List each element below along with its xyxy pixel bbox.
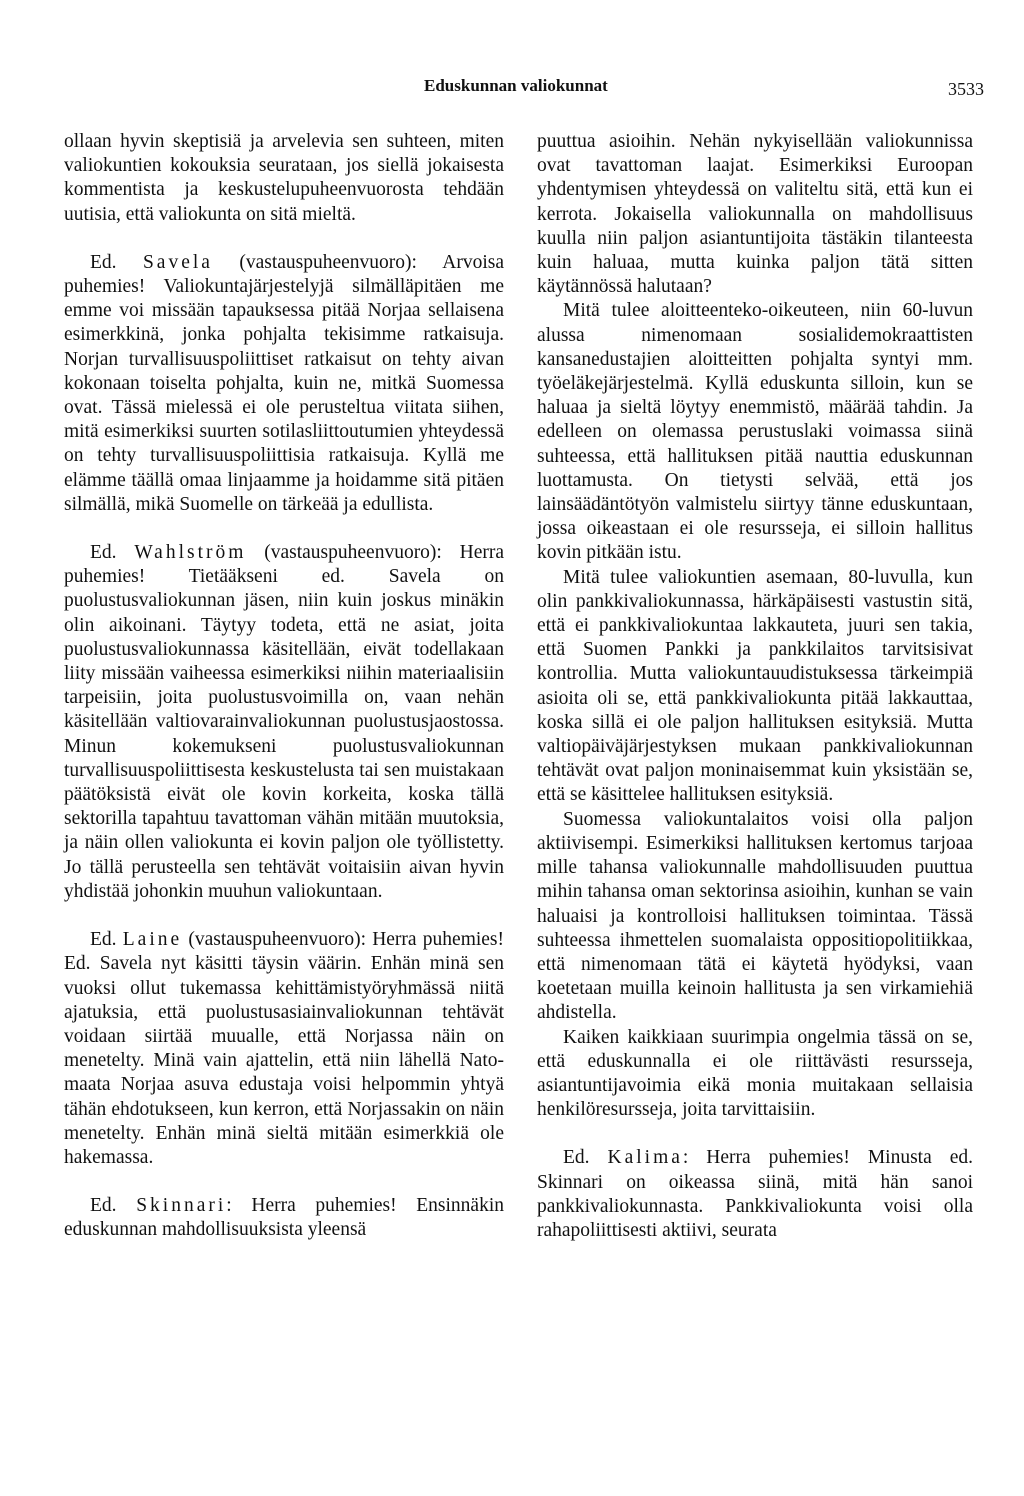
paragraph: Mitä tulee valiokuntien asemaan, 80-luvulla, kun olin pankkivaliokunnassa, härkäpäisesti vastustin sitä, että ei pankkivaliokuntaa lakkauteta, juuri sen takia, että Suomen Pankki ja pankkilaitos tarvitsisivat kontrollia. Mutta valiokuntauudistuksessa tärkeimpiä asioita oli se, että pankkivaliokunta pitää lakkauttaa, koska sillä ei ole paljon hallituksen esityksiä. Mutta valtiopäiväjärjestyksen mukaan pankkivaliokunnan tehtävät ovat paljon moninaisemmat kuin yksistään se, että se käsittelee hallituksen esityksiä. — [537, 566, 973, 806]
header-title: Eduskunnan valiokunnat — [424, 76, 608, 95]
speaker-prefix: Ed. — [90, 542, 117, 564]
paragraph: puuttua asioihin. Nehän nykyisellään valiokunnissa ovat tavattoman laajat. Esimerkiksi Euroopan yhdentymisen yhteydessä on valiteltu sitä, että kun ei kerrota. Jokaisella valiokunnalla on mahdollisuus kuulla niin paljon asiantuntijoita tästäkin tilanteesta kuin haluaa, mutta kuinka paljon tätä sitten käytännössä halutaan? — [537, 131, 973, 298]
speaker-name: Kalima — [607, 1147, 683, 1169]
paragraph: Mitä tulee aloitteenteko-oikeuteen, niin 60-luvun alussa nimenomaan sosialidemokraattisten kansanedustajien aloitteitten pohjalta syntyi mm. työeläkejärjestelmä. Kyllä eduskunta silloin, kun se haluaa ja sieltä löytyy enemmistö, määrää tahdin. Ja edelleen on olemassa perustuslaki voimassa siinä suhteessa, että hallituksen pitää nauttia eduskunnan luottamusta. On tietysti selvää, että jos lainsäädäntötyön valmistelu siirtyy tänne eduskuntaan, jossa oikeastaan ei ole resursseja, ei silloin hallitus kovin pitkään istu. — [537, 300, 973, 564]
page-number: 3533 — [948, 79, 984, 99]
speech-text: : Herra puhemies! Ensinnäkin eduskunnan mahdollisuuksista yleensä — [64, 1195, 505, 1241]
speech-skinnari — [64, 1194, 504, 1242]
speech-text: (vastauspuheenvuoro): Herra puhemies! Ed. Savela nyt käsitti täysin väärin. Enhän minä sen vuoksi ollut tukemassa kehittämistyöryhmässä niitä ajatuksia, että puolustusasiainvaliokunnan tehtävät voidaan siirtää muualle, että Norjassa näin on menetelty. Minä vain ajattelin, että niin lähellä Nato-maata Norjaa asuva edustaja voisi helpommin yhtyä tähän ehdotukseen, kun kerron, että Norjassakin on näin menetelty. Enhän minä sieltä mitään esimerkkiä ole hakemassa. — [64, 929, 505, 1168]
speaker-prefix: Ed. — [90, 929, 117, 951]
speaker-name: Wahlström — [134, 542, 247, 564]
speaker-prefix: Ed. — [90, 251, 117, 273]
speech-savela — [64, 251, 504, 517]
left-column — [64, 130, 504, 1243]
speech-kalima — [537, 1146, 973, 1243]
speaker-name: Laine — [122, 929, 183, 951]
speech-laine — [64, 928, 504, 1170]
speaker-name: Savela — [142, 251, 213, 273]
speech-text: : Herra puhemies! Minusta ed. Skinnari on oikeassa siinä, mitä hän sanoi pankkivaliokunnasta. Pankkivaliokunta voisi olla rahapoliittisesti aktiivi, seurata — [537, 1147, 973, 1241]
right-column — [537, 130, 973, 1243]
speech-text: (vastauspuheenvuoro): Arvoisa puhemies! Valiokuntajärjestelyjä silmälläpitäen me emme voi missään tapauksessa pitää Norjaa sellaisena esimerkkinä, jonka pohjalta tekisimme ratkaisuja. Norjan turvallisuuspoliittiset ratkaisut on tehty aivan kokonaan toiselta pohjalta, kuin ne, mitkä Suomessa ovat. Tässä mielessä ei ole perusteltua viitata siihen, mitä esimerkiksi suurten sotilasliittoutumien yhteydessä on tehty turvallisuuspoliittisia ratkaisuja. Kyllä me elämme täällä omaa linjaamme ja hoidamme sitä pitäen silmällä, mikä Suomelle on tärkeää ja edullista. — [64, 251, 505, 515]
running-header — [0, 76, 1024, 102]
speech-wahlstrom — [64, 541, 504, 904]
speaker-name: Skinnari — [136, 1195, 227, 1217]
paragraph: Kaiken kaikkiaan suurimpia ongelmia tässä on se, että eduskunnalla ei ole riittävästi resursseja, asiantuntijavoimia eikä monia muitakaan sellaisia henkilöresursseja, joita tarvittaisiin. — [537, 1026, 973, 1121]
paragraph: Suomessa valiokuntalaitos voisi olla paljon aktiivisempi. Esimerkiksi hallituksen kertomus tarjoaa mille tahansa valiokunnalle mahdollisuuden puuttua mihin tahansa oman sektorinsa asioihin, kunhan se vain haluaisi ja kontrolloisi hallituksen toimintaa. Tässä suhteessa ihmettelen suomalaista oppositiopolitiikkaa, että nimenomaan tätä ei käytetä hyödyksi, vaan koetetaan muilla keinoin hallitusta ja sen virkamiehiä ahdistella. — [537, 808, 973, 1024]
paragraph: ollaan hyvin skeptisiä ja arvelevia sen suhteen, miten valiokuntien kokouksia seurataan, jos siellä jokaisesta kommentista ja keskustelupuheenvuorosta tehdään uutisia, että valiokunta on sitä mieltä. — [64, 131, 504, 225]
speaker-prefix: Ed. — [563, 1147, 590, 1169]
speaker-prefix: Ed. — [90, 1195, 117, 1217]
speech-text: (vastauspuheenvuoro): Herra puhemies! Tietääkseni ed. Savela on puolustusvaliokunnan jäsen, niin kuin joskus minäkin olin aikoinani. Täytyy todeta, että ne asiat, joita puolustusvaliokunnassa käsitellään, eivät todellakaan liity missään vaiheessa esimerkiksi niihin materiaalisiin tarpeisiin, joita puolustusvoimilla on, vaan nehän käsitellään valtiovarainvaliokunnan puolustusjaostossa. Minun kokemukseni puolustusvaliokunnan turvallisuuspoliittisesta keskustelusta tai sen muistakaan päätöksistä eivät ole kovin korkeita, koska tällä sektorilla tapahtuu tavattoman vähän mitään muutoksia, ja näin ollen valiokunta ei kovin paljon ole työllistetty. Jo tällä perusteella sen tehtävät voitaisiin aivan hyvin yhdistää johonkin muuhun valiokuntaan. — [64, 542, 505, 902]
